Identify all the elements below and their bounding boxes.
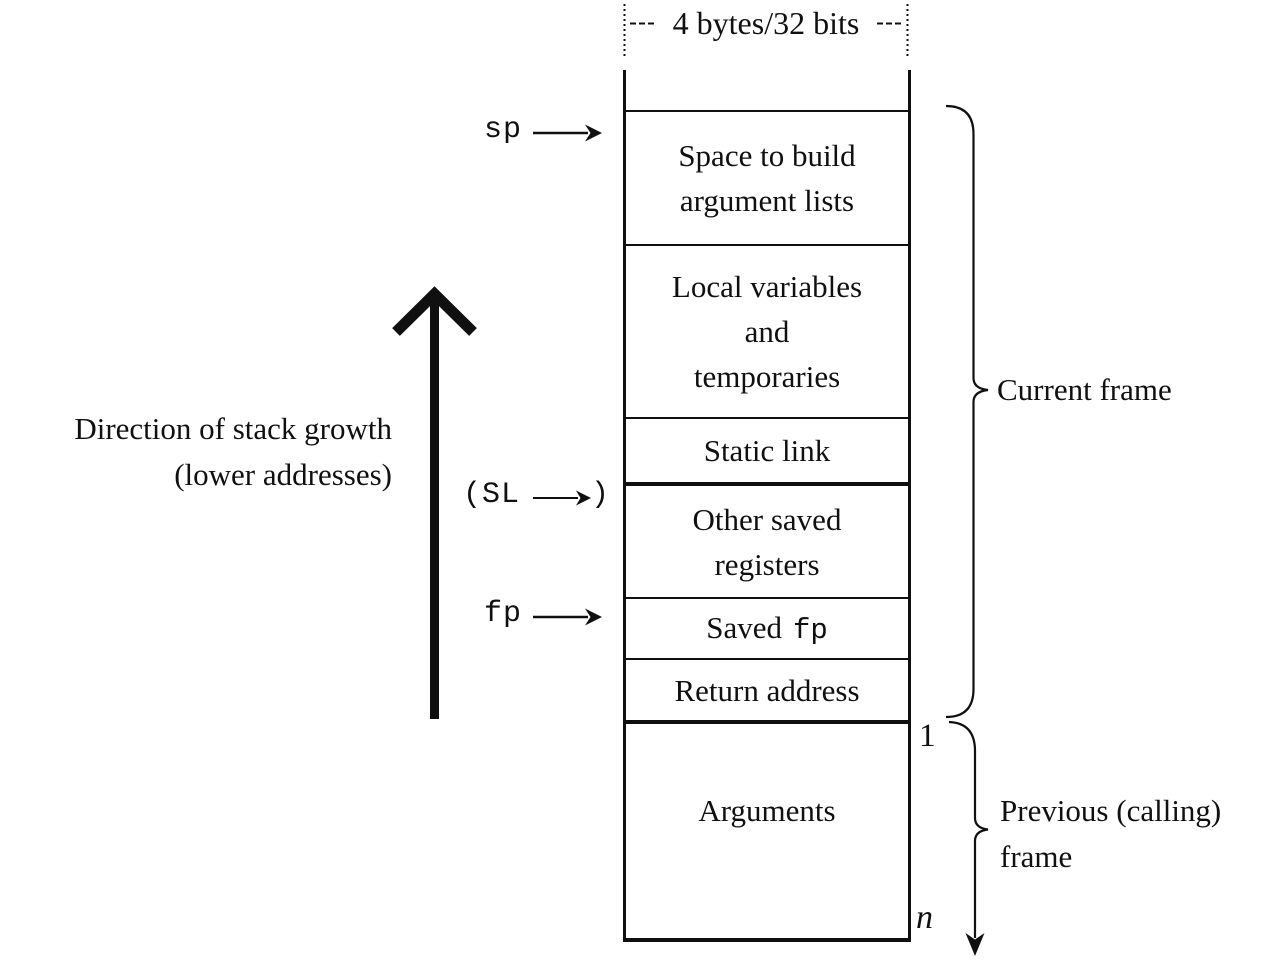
saved-fp-prefix: Saved	[706, 609, 782, 645]
cell-label-line: Static link	[703, 433, 831, 468]
cell-label-line: Arguments	[698, 792, 836, 828]
current-frame-brace	[946, 106, 988, 717]
last-argument-index: n	[916, 899, 933, 936]
stack-growth-up-arrow-icon	[396, 294, 473, 719]
direction-of-stack-growth-label	[0, 406, 392, 498]
previous-frame-label	[1000, 788, 1221, 880]
cell-return-address	[626, 658, 908, 720]
previous-frame-label-line2: frame	[1000, 839, 1073, 874]
cell-label-line: registers	[714, 546, 820, 582]
sl-arrow-icon	[533, 491, 591, 506]
cell-arguments	[626, 720, 908, 938]
cell-label-line: Local variables	[671, 269, 863, 304]
cell-label-line: and	[744, 314, 790, 349]
cell-space-to-build-argument-lists	[626, 110, 908, 244]
cell-label-line: Return address	[674, 672, 860, 708]
cell-label-line: argument lists	[679, 183, 855, 218]
cell-other-saved-registers	[626, 482, 908, 597]
stack-open-top	[626, 70, 908, 110]
cell-local-variables-and-temporaries	[626, 244, 908, 417]
fp-pointer-label: fp	[484, 597, 523, 631]
cell-label-line: Space to build	[678, 138, 856, 173]
previous-frame-label-line1: Previous (calling)	[1000, 793, 1222, 828]
stack-column	[623, 70, 911, 942]
direction-label-line1: Direction of stack growth	[74, 411, 392, 446]
cell-saved-fp	[626, 597, 908, 658]
saved-fp-register: fp	[792, 613, 828, 647]
sp-pointer-label: sp	[484, 113, 523, 147]
cell-label-line	[706, 605, 828, 653]
fp-arrow-icon	[533, 609, 602, 626]
width-label: 4 bytes/32 bits	[672, 5, 860, 41]
cell-label-line: Other saved	[692, 501, 842, 537]
current-frame-label: Current frame	[997, 372, 1172, 407]
direction-label-line2: (lower addresses)	[174, 457, 392, 492]
sl-pointer-label: (SL	[463, 478, 521, 512]
cell-label-line: temporaries	[693, 359, 841, 394]
cell-static-link	[626, 417, 908, 482]
previous-frame-brace-arrow	[949, 722, 988, 956]
first-argument-index: 1	[919, 718, 936, 754]
sp-arrow-icon	[533, 125, 602, 142]
sl-pointer-close-paren: )	[591, 478, 611, 512]
